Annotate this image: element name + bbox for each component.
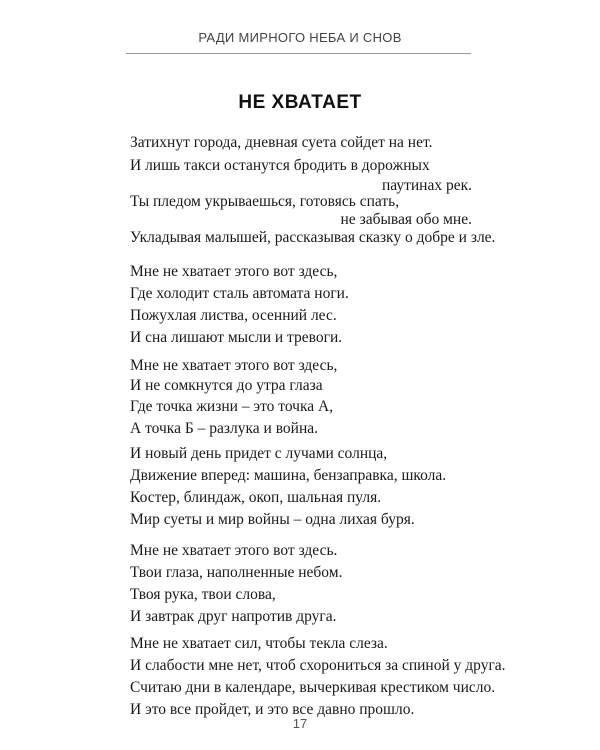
poem-line: Считаю дни в календаре, вычеркивая крестиком число.: [130, 679, 496, 696]
poem-title: НЕ ХВАТАЕТ: [238, 92, 362, 113]
poem-line: Укладывая малышей, рассказывая сказку о добре и зле.: [130, 229, 496, 246]
poem-line: Костер, блиндаж, окоп, шальная пуля.: [130, 489, 382, 506]
poem-line: Мне не хватает сил, чтобы текла слеза.: [130, 635, 388, 652]
poem-line: Где точка жизни – это точка А,: [130, 398, 334, 415]
page-number: 17: [292, 716, 308, 731]
running-header: РАДИ МИРНОГО НЕБА И СНОВ: [198, 30, 402, 45]
poem-line: И это все пройдет, и это все давно прошло.: [130, 701, 415, 718]
poem-line: Мне не хватает этого вот здесь,: [130, 263, 338, 280]
poem-line: И завтрак друг напротив друга.: [130, 608, 337, 625]
poem-line: Мне не хватает этого вот здесь,: [130, 357, 338, 374]
poem-line: И сна лишают мысли и тревоги.: [130, 329, 343, 346]
poem-line: Затихнут города, дневная суета сойдет на нет.: [130, 134, 433, 151]
poem-line: Где холодит сталь автомата ноги.: [130, 285, 349, 302]
poem-line: Пожухлая листва, осенний лес.: [130, 307, 337, 324]
poem-line-continuation: не забывая обо мне.: [340, 211, 472, 228]
poem-line: И слабости мне нет, чтоб схорониться за спиной у друга.: [130, 657, 506, 674]
poem-line: Движение вперед: машина, бензаправка, школа.: [130, 467, 447, 484]
poem-line: Твои глаза, наполненные небом.: [130, 564, 343, 581]
poem-line: И новый день придет с лучами солнца,: [130, 445, 388, 462]
poem-line: И не сомкнутся до утра глаза: [130, 377, 323, 394]
poem-line: Мир суеты и мир войны – одна лихая буря.: [130, 511, 415, 528]
poem-line: Мне не хватает этого вот здесь.: [130, 542, 338, 559]
poem-line: И лишь такси останутся бродить в дорожных: [130, 157, 430, 174]
poem-line: Ты пледом укрываешься, готовясь спать,: [130, 193, 400, 210]
poem-line-continuation: паутинах рек.: [381, 177, 472, 194]
poem-line: Твоя рука, твои слова,: [130, 586, 276, 603]
poem-line: А точка Б – разлука и война.: [130, 420, 318, 437]
